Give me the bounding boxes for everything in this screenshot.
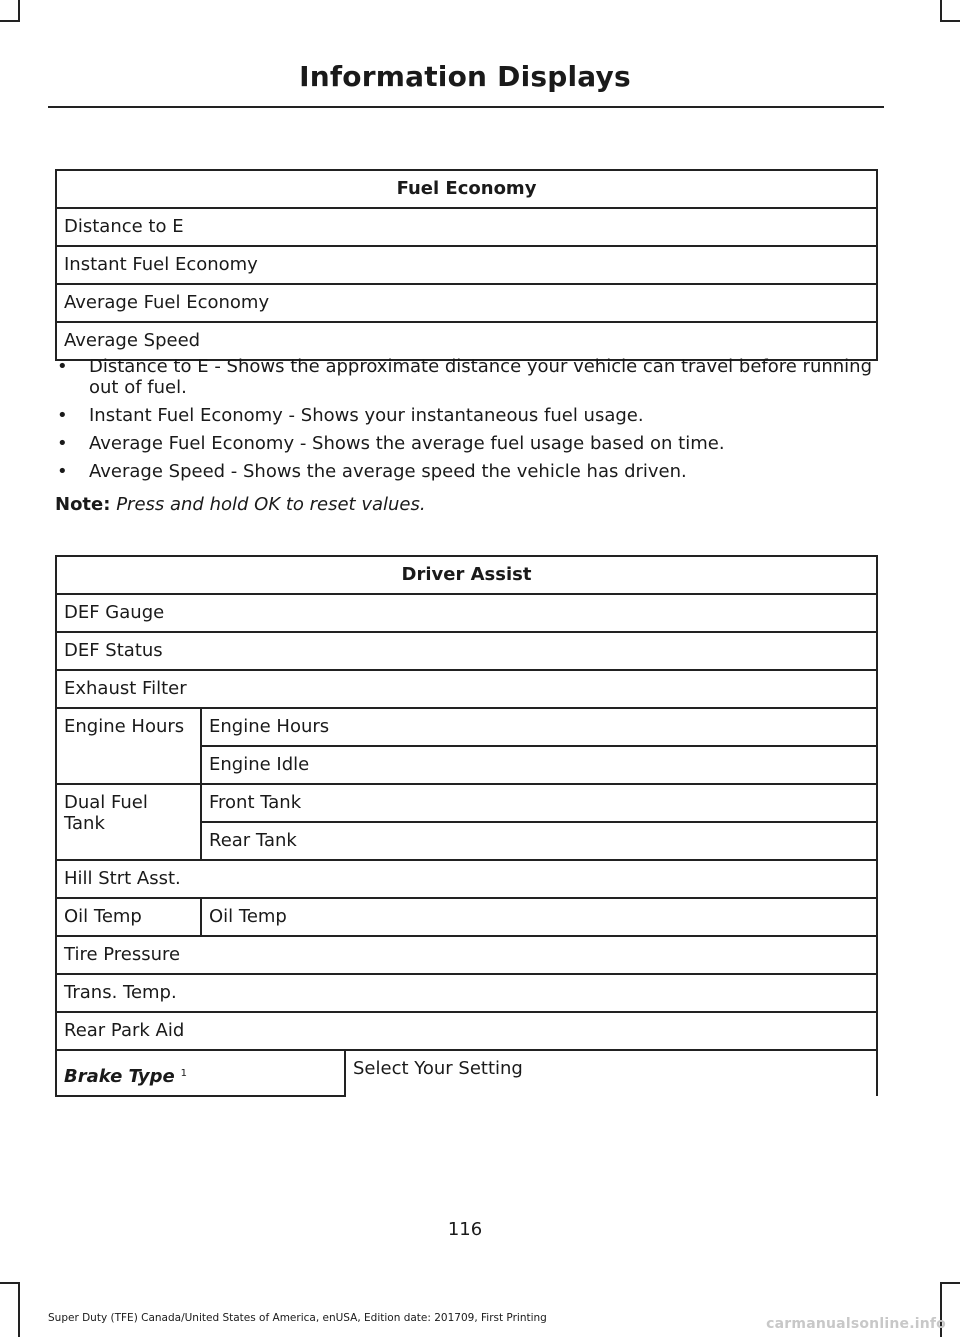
oil-temp-label: Oil Temp (56, 898, 201, 936)
driver-assist-title: Driver Assist (56, 556, 877, 594)
crop-mark (0, 20, 18, 22)
bullet-icon: • (57, 433, 68, 454)
driver-assist-table (55, 555, 878, 1097)
footer-text: Super Duty (TFE) Canada/United States of America, enUSA, Edition date: 201709, First Printing (48, 1312, 547, 1324)
table-row: Hill Strt Asst. (56, 860, 877, 898)
table-row: Trans. Temp. (56, 974, 877, 1012)
table-row: Rear Tank (201, 822, 877, 860)
watermark: carmanualsonline.info (766, 1316, 946, 1332)
brake-type-label: Brake Type $^1$ (56, 1050, 345, 1096)
fuel-economy-title: Fuel Economy (56, 170, 877, 208)
footnote-marker: 1 (180, 1068, 188, 1079)
list-item: • Average Speed - Shows the average speed the vehicle has driven. (57, 461, 687, 482)
table-row: Average Speed (56, 322, 877, 360)
crop-mark (18, 0, 20, 22)
page-title: Information Displays (299, 60, 631, 93)
table-row: Engine Idle (201, 746, 877, 784)
table-row: Oil Temp (201, 898, 877, 936)
fuel-economy-table (55, 169, 878, 361)
table-row: Exhaust Filter (56, 670, 877, 708)
crop-mark (940, 0, 942, 22)
crop-mark (0, 1282, 18, 1284)
table-row: DEF Gauge (56, 594, 877, 632)
note-text: Press and hold OK to reset values. (116, 494, 426, 515)
description-list (55, 356, 881, 489)
table-row: Average Fuel Economy (56, 284, 877, 322)
table-row: Tire Pressure (56, 936, 877, 974)
dual-fuel-tank-label: Dual Fuel Tank (56, 784, 201, 860)
crop-mark (940, 1282, 960, 1284)
table-row: Select Your Setting (345, 1050, 877, 1096)
engine-hours-label: Engine Hours (56, 708, 201, 784)
list-item: • Average Fuel Economy - Shows the average fuel usage based on time. (57, 433, 725, 454)
bullet-icon: • (57, 461, 68, 482)
bullet-icon: • (57, 405, 68, 426)
table-row: Rear Park Aid (56, 1012, 877, 1050)
table-row: Instant Fuel Economy (56, 246, 877, 284)
crop-mark (940, 20, 960, 22)
list-item: • Distance to E - Shows the approximate distance your vehicle can travel before running out of fuel. (57, 356, 872, 398)
crop-mark (18, 1282, 20, 1337)
table-row: Distance to E (56, 208, 877, 246)
page-number: 116 (447, 1219, 483, 1240)
header-divider (48, 106, 884, 108)
table-row: DEF Status (56, 632, 877, 670)
list-item: • Instant Fuel Economy - Shows your instantaneous fuel usage. (57, 405, 644, 426)
table-row: Engine Hours (201, 708, 877, 746)
bullet-icon: • (57, 356, 68, 377)
table-row: Front Tank (201, 784, 877, 822)
note-label: Note: (55, 494, 111, 515)
note (55, 494, 426, 515)
